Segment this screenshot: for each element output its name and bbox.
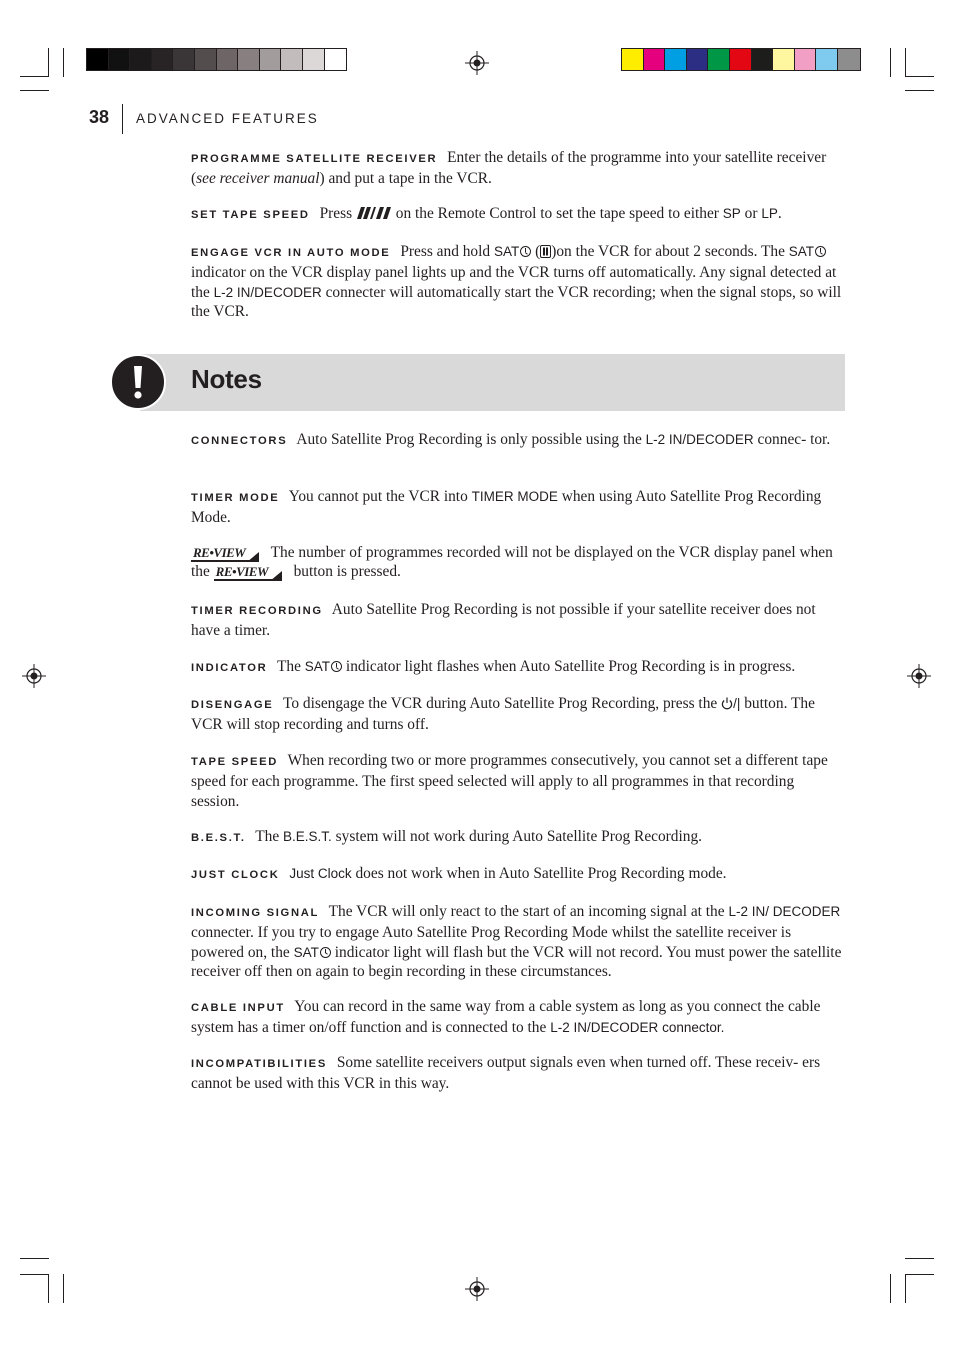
power-icon [721, 697, 733, 710]
note-text: The [277, 658, 301, 675]
note-text: To disengage the VCR during Auto Satellite Prog Recording, press the [283, 695, 718, 712]
color-swatch [195, 49, 217, 70]
note-text: The VCR will only react to the start of an incoming signal at the [328, 903, 725, 920]
note-label: B.E.S.T. [191, 832, 246, 844]
timer-mode-label: TIMER MODE [471, 489, 558, 504]
color-swatch [644, 49, 666, 70]
color-swatch [260, 49, 282, 70]
exclamation-icon [110, 354, 166, 410]
step-text: )on the VCR for about 2 seconds. The [551, 243, 785, 260]
color-swatch [217, 49, 239, 70]
color-swatch [795, 49, 817, 70]
section-title: ADVANCED FEATURES [136, 111, 319, 126]
color-swatch [773, 49, 795, 70]
note-timer-mode [191, 487, 846, 528]
color-swatch [752, 49, 774, 70]
clock-icon [520, 246, 531, 257]
registration-mark-icon [465, 1277, 489, 1301]
note-label: INDICATOR [191, 662, 268, 674]
note-text: when using Auto Satellite Prog Recording Mode. [191, 488, 822, 527]
step-text: ( [535, 243, 541, 260]
step-text: indicator on the VCR display panel lights up and the VCR turns off automatically. Any signal detected at the [191, 264, 837, 301]
note-best [191, 827, 846, 848]
color-swatch [173, 49, 195, 70]
sp-mode: SP [722, 206, 741, 221]
color-swatch [708, 49, 730, 70]
page-number: 38 [89, 107, 110, 127]
note-text: The number of programmes recorded will not be displayed on the VCR display panel when the [191, 544, 833, 581]
note-label: INCOMING SIGNAL [191, 907, 320, 919]
header-divider [122, 104, 123, 134]
note-incoming-signal [191, 902, 846, 981]
connector-name: L-2 IN/DECODER [213, 284, 322, 300]
registration-mark-icon [465, 51, 489, 75]
note-text: Auto Satellite Prog Recording is not possible if your satellite receiver does not have a timer. [191, 601, 816, 640]
color-swatch [325, 49, 347, 70]
notes-title: Notes [191, 364, 262, 394]
note-text: indicator light flashes when Auto Satellite Prog Recording is in progress. [345, 658, 796, 675]
manual-reference: see receiver manual [196, 170, 320, 188]
note-indicator [191, 657, 846, 678]
step-text: . [777, 205, 782, 222]
note-label: INCOMPATIBILITIES [191, 1058, 328, 1070]
note-label: TIMER MODE [191, 492, 280, 504]
note-text: connec- tor. [757, 431, 831, 448]
color-swatch [816, 49, 838, 70]
registration-mark-icon [22, 664, 46, 688]
sat-indicator-label: SAT [293, 944, 319, 960]
review-logo-icon: RE•VIEW [191, 546, 259, 562]
gray-scale-bar [86, 48, 347, 71]
note-incompatibilities [191, 1053, 846, 1094]
connector-name: L-2 IN/ DECODER [728, 904, 841, 919]
note-disengage [191, 694, 846, 735]
lp-mode: LP [761, 206, 778, 221]
step-set-tape-speed [191, 204, 846, 225]
note-text: Some satellite receivers output signals even when turned off. These receiv- ers cannot be used with this VCR in this way. [191, 1054, 821, 1093]
note-text: button. The VCR will stop recording and turns off. [191, 695, 815, 734]
note-text: connector. [662, 1020, 725, 1036]
note-label: TIMER RECORDING [191, 605, 323, 617]
step-text: on the Remote Control to set the tape speed to either [395, 205, 719, 222]
color-swatch [152, 49, 174, 70]
pause-icon [540, 245, 551, 258]
best-system-label: B.E.S.T. [283, 829, 332, 844]
note-text: You cannot put the VCR into [288, 488, 468, 505]
note-label: DISENGAGE [191, 699, 274, 711]
note-text: does not work when in Auto Satellite Prog Recording mode. [355, 865, 727, 882]
color-swatch [238, 49, 260, 70]
step-programme-satellite-receiver [191, 148, 846, 189]
note-just-clock [191, 864, 846, 885]
clock-icon [815, 246, 826, 257]
sat-indicator-label: SAT [788, 244, 815, 259]
clock-icon [331, 661, 342, 672]
sat-button-label: SAT [493, 244, 520, 259]
note-text: indicator light will flash but the VCR will not record. You must power the satellite receiver off then on again to begin recording in these circumstances. [191, 943, 842, 980]
color-swatch [87, 49, 109, 70]
color-swatch [838, 49, 860, 70]
step-label: ENGAGE VCR IN AUTO MODE [191, 247, 391, 259]
tape-speed-button-icon [356, 206, 392, 220]
color-swatch [622, 49, 644, 70]
step-label: PROGRAMME SATELLITE RECEIVER [191, 153, 438, 165]
step-label: SET TAPE SPEED [191, 209, 310, 221]
color-swatch [303, 49, 325, 70]
note-cable-input [191, 997, 846, 1038]
step-text: Press [319, 205, 353, 222]
note-text: When recording two or more programmes consecutively, you cannot set a different tape speed for each programme. The first speed selected will apply to all programmes in that recording session. [191, 752, 828, 810]
power-button-label: /| [733, 696, 741, 711]
clock-icon [320, 947, 331, 958]
color-swatch [281, 49, 303, 70]
note-text: connecter. If you try to engage Auto Satellite Prog Recording Mode whilst the satellite receiver is powered on, the [191, 924, 792, 961]
color-swatch [109, 49, 131, 70]
step-text: ) and put a tape in the VCR. [319, 170, 492, 188]
note-text: You can record in the same way from a cable system as long as you connect the cable system has a timer on/off function and is connected to the [191, 998, 821, 1037]
registration-mark-icon [907, 664, 931, 688]
color-swatch [730, 49, 752, 70]
note-text: system will not work during Auto Satellite Prog Recording. [335, 828, 703, 845]
connector-name: L-2 IN/DECODER [645, 432, 754, 447]
note-tape-speed [191, 751, 846, 811]
note-text: The [255, 828, 280, 845]
note-label: CONNECTORS [191, 435, 288, 447]
note-connectors [191, 430, 846, 451]
note-label: JUST CLOCK [191, 869, 280, 881]
note-review [191, 543, 846, 582]
just-clock-label: Just Clock [289, 866, 352, 881]
sat-indicator-label: SAT [304, 659, 331, 674]
review-button-icon: RE•VIEW [214, 565, 282, 581]
color-swatch [130, 49, 152, 70]
note-label: CABLE INPUT [191, 1002, 285, 1014]
step-text: connecter will automatically start the VCR recording; when the signal stops, so will the VCR. [191, 283, 842, 320]
note-text: Auto Satellite Prog Recording is only possible using the [296, 431, 642, 448]
color-calibration-bar [621, 48, 861, 71]
note-timer-recording [191, 600, 846, 641]
connector-name: L-2 IN/DECODER [550, 1020, 659, 1036]
note-text: button is pressed. [293, 563, 401, 581]
step-engage-vcr-auto-mode [191, 242, 846, 321]
color-swatch [665, 49, 687, 70]
step-text: Enter the details of the programme into your satellite receiver ( [191, 149, 827, 188]
step-text: Press and hold [400, 243, 491, 260]
color-swatch [687, 49, 709, 70]
step-text: or [744, 205, 758, 222]
note-label: TAPE SPEED [191, 756, 279, 768]
